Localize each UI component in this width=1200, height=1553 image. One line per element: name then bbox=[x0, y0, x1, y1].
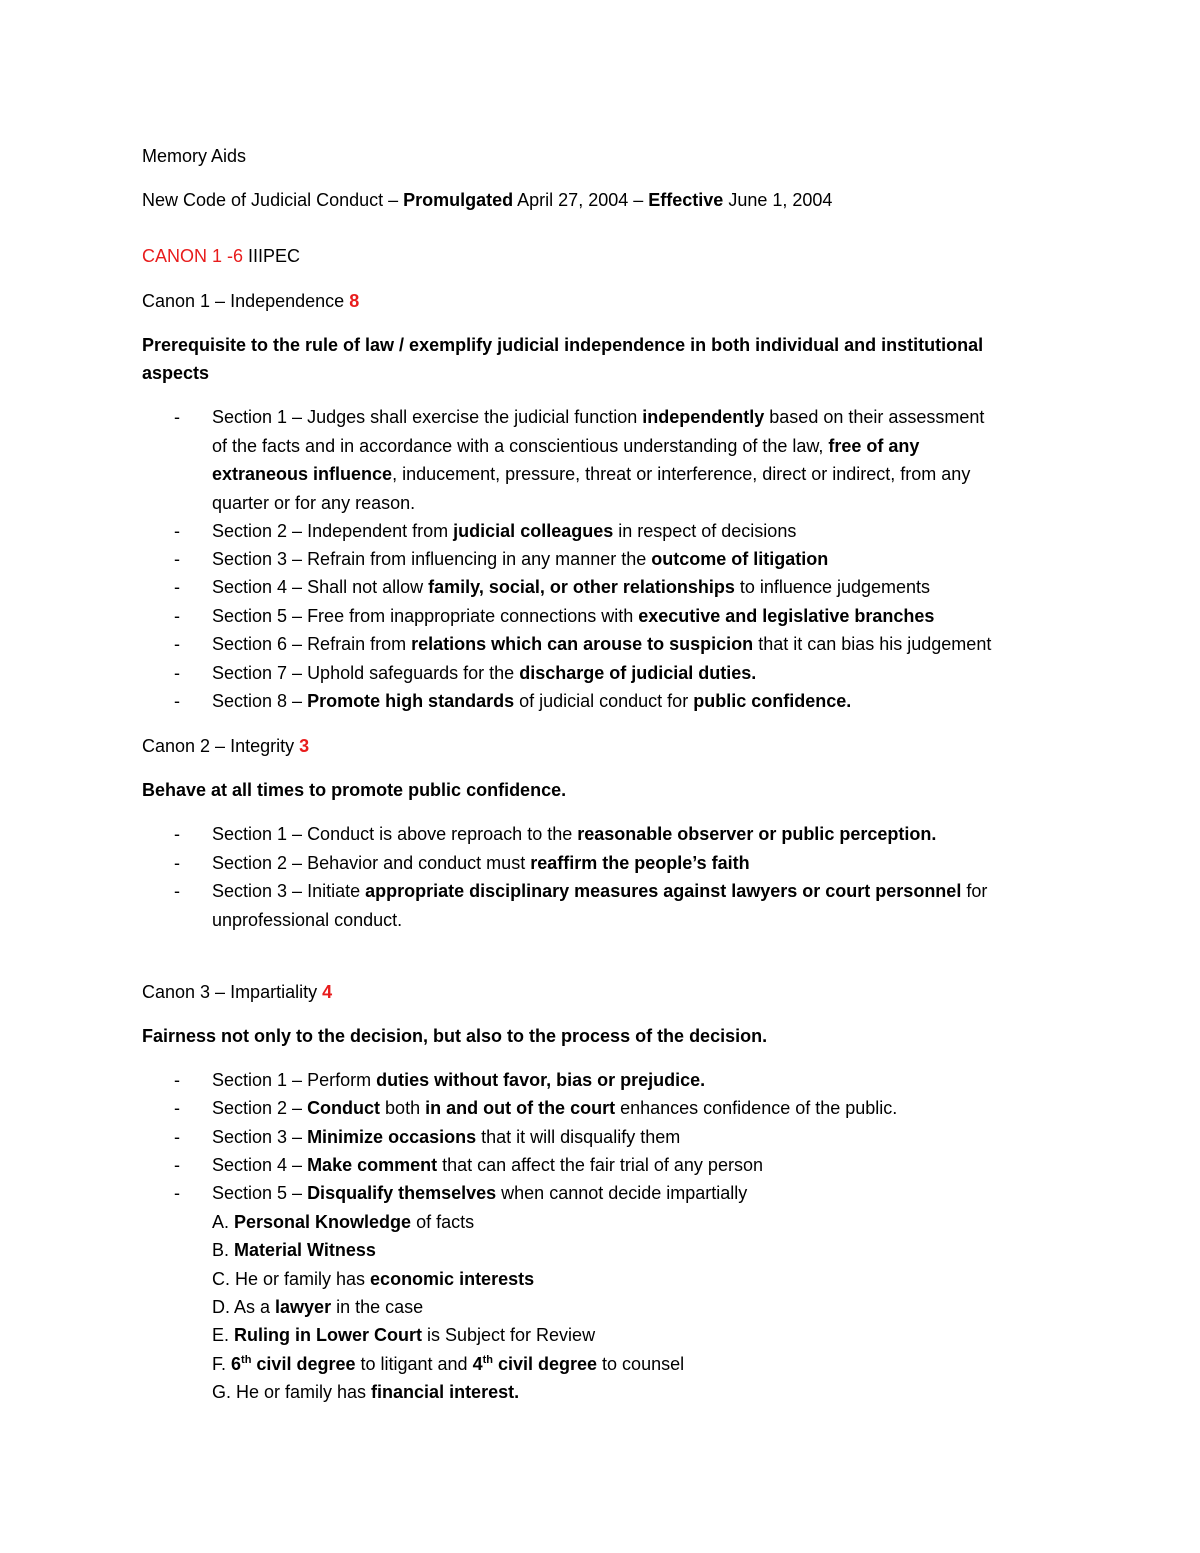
canon2-section2: Section 2 – Behavior and conduct must reaffirm the people’s faith bbox=[212, 853, 750, 873]
bullet-dash: - bbox=[174, 663, 180, 683]
canon1-section-count: 8 bbox=[349, 291, 360, 311]
canon3-heading: Canon 3 – Impartiality 4 bbox=[142, 982, 333, 1002]
disqualification-item-f: F. 6th civil degree to litigant and 4th civil degree to counsel bbox=[212, 1354, 685, 1374]
canon1-section5: Section 5 – Free from inappropriate connections with executive and legislative branches bbox=[212, 606, 935, 626]
canon1-heading: Canon 1 – Independence 8 bbox=[142, 291, 360, 311]
canon1-section6: Section 6 – Refrain from relations which can arouse to suspicion that it can bias his judgement bbox=[212, 634, 992, 654]
bullet-dash: - bbox=[174, 407, 180, 427]
canon2-principle: Behave at all times to promote public confidence. bbox=[142, 780, 567, 800]
canon1-section1: Section 1 – Judges shall exercise the judicial function independently based on their assessment bbox=[212, 407, 985, 427]
document-title: Memory Aids bbox=[142, 146, 247, 166]
canon2-section1: Section 1 – Conduct is above reproach to the reasonable observer or public perception. bbox=[212, 824, 937, 844]
bullet-dash: - bbox=[174, 1155, 180, 1175]
canon3-section3: Section 3 – Minimize occasions that it will disqualify them bbox=[212, 1127, 681, 1147]
bullet-dash: - bbox=[174, 691, 180, 711]
disqualification-item-c: C. He or family has economic interests bbox=[212, 1269, 535, 1289]
disqualification-item-e: E. Ruling in Lower Court is Subject for Review bbox=[212, 1325, 596, 1345]
canon-range-heading: CANON 1 -6 IIIPEC bbox=[142, 246, 301, 266]
bullet-dash: - bbox=[174, 521, 180, 541]
canon2-heading: Canon 2 – Integrity 3 bbox=[142, 736, 310, 756]
document-subtitle: New Code of Judicial Conduct – Promulgated April 27, 2004 – Effective June 1, 2004 bbox=[142, 190, 833, 210]
canon1-section1-line4: quarter or for any reason. bbox=[212, 493, 416, 513]
bullet-dash: - bbox=[174, 577, 180, 597]
canon1-section7: Section 7 – Uphold safeguards for the discharge of judicial duties. bbox=[212, 663, 757, 683]
bullet-dash: - bbox=[174, 1127, 180, 1147]
canon1-section2: Section 2 – Independent from judicial colleagues in respect of decisions bbox=[212, 521, 797, 541]
canon1-section1-line3: extraneous influence, inducement, pressure, threat or interference, direct or indirect, from any bbox=[212, 464, 971, 484]
bullet-dash: - bbox=[174, 1070, 180, 1090]
bullet-dash: - bbox=[174, 881, 180, 901]
canon1-principle-cont: aspects bbox=[142, 363, 210, 383]
canon3-principle: Fairness not only to the decision, but also to the process of the decision. bbox=[142, 1026, 768, 1046]
bullet-dash: - bbox=[174, 824, 180, 844]
canon2-section-count: 3 bbox=[299, 736, 310, 756]
canon2-section3-line2: unprofessional conduct. bbox=[212, 910, 403, 930]
disqualification-item-d: D. As a lawyer in the case bbox=[212, 1297, 424, 1317]
canon3-section5: Section 5 – Disqualify themselves when cannot decide impartially bbox=[212, 1183, 748, 1203]
bullet-dash: - bbox=[174, 634, 180, 654]
canon3-section2: Section 2 – Conduct both in and out of the court enhances confidence of the public. bbox=[212, 1098, 898, 1118]
bullet-dash: - bbox=[174, 853, 180, 873]
bullet-dash: - bbox=[174, 1098, 180, 1118]
bullet-dash: - bbox=[174, 606, 180, 626]
canon1-section4: Section 4 – Shall not allow family, social, or other relationships to influence judgements bbox=[212, 577, 931, 597]
disqualification-item-b: B. Material Witness bbox=[212, 1240, 376, 1260]
bullet-dash: - bbox=[174, 1183, 180, 1203]
canon3-section4: Section 4 – Make comment that can affect the fair trial of any person bbox=[212, 1155, 763, 1175]
canon3-section-count: 4 bbox=[322, 982, 333, 1002]
canon1-section8: Section 8 – Promote high standards of judicial conduct for public confidence. bbox=[212, 691, 852, 711]
disqualification-item-g: G. He or family has financial interest. bbox=[212, 1382, 520, 1402]
canon1-section1-line2: of the facts and in accordance with a conscientious understanding of the law, free of any bbox=[212, 436, 920, 456]
canon1-section3: Section 3 – Refrain from influencing in any manner the outcome of litigation bbox=[212, 549, 829, 569]
canon1-principle: Prerequisite to the rule of law / exemplify judicial independence in both individual and institutional bbox=[142, 335, 984, 355]
canon2-section3: Section 3 – Initiate appropriate disciplinary measures against lawyers or court personnel for bbox=[212, 881, 988, 901]
disqualification-item-a: A. Personal Knowledge of facts bbox=[212, 1212, 475, 1232]
bullet-dash: - bbox=[174, 549, 180, 569]
canon3-section1: Section 1 – Perform duties without favor, bias or prejudice. bbox=[212, 1070, 706, 1090]
